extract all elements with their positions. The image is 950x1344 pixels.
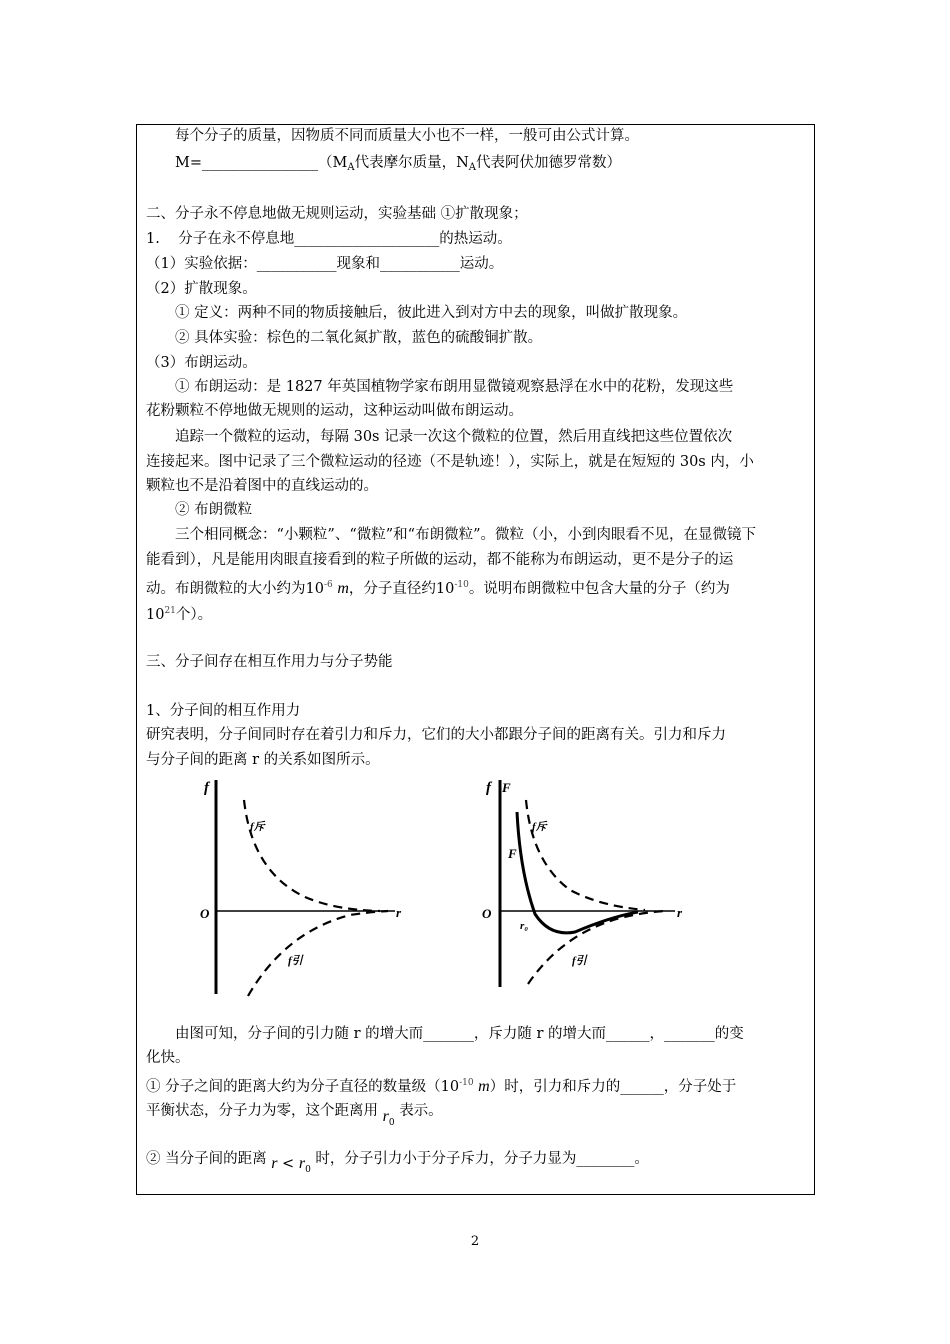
text-line: 三个相同概念：“小颗粒”、“微粒”和“布朗微粒”。微粒（小，小到肉眼看不见，在显微镜下: [175, 527, 756, 543]
text-line: 颗粒也不是沿着图中的直线运动的。: [146, 478, 378, 494]
right-y-label: f: [486, 780, 491, 796]
text-line: 化快。: [146, 1050, 190, 1066]
text-line: ① 分子之间的距离大约为分子直径的数量级（$10^{-10}$ m）时，引力和斥力的______，分子处于: [146, 1078, 737, 1095]
text-line: ② 具体实验：棕色的二氧化氮扩散，蓝色的硫酸铜扩散。: [175, 330, 543, 346]
right-repulsion-label: f斥: [532, 821, 547, 833]
text-line: ① 定义：两种不同的物质接触后，彼此进入到对方中去的现象，叫做扩散现象。: [175, 305, 688, 321]
section-heading: 三、分子间存在相互作用力与分子势能: [146, 654, 393, 670]
left-repulsion-curve: [244, 800, 380, 911]
left-x-label: r: [396, 905, 402, 920]
left-attraction-curve: [248, 911, 388, 996]
left-origin-label: O: [200, 906, 210, 921]
right-attraction-label: f引: [572, 955, 587, 967]
left-repulsion-label: f斥: [250, 821, 265, 833]
force-distance-figure: [190, 772, 690, 1006]
formula-line: $M=\_\_\_\_\_\_\_\_\_\_\_\_\_\_\_\_(M_A$代表摩尔质量，$N_A$代表阿伏加德罗常数）: [175, 155, 621, 173]
page-number: 2: [470, 1234, 480, 1249]
text-line: $10^{21}$个）。: [146, 606, 213, 623]
text-line: 连接起来。图中记录了三个微粒运动的径迹（不是轨迹！），实际上，就是在短短的 30s 内，小: [146, 454, 754, 470]
r0-label: r₀: [520, 920, 529, 932]
text-line: 每个分子的质量，因物质不同而质量大小也不一样，一般可由公式计算。: [175, 128, 639, 144]
net-force-label: F: [508, 846, 517, 861]
left-attraction-label: f引: [288, 955, 303, 967]
left-y-label: f: [204, 780, 209, 796]
subsection-heading: 1、分子间的相互作用力: [146, 703, 301, 719]
right-y-label-2: F: [502, 780, 511, 795]
left-graph: [200, 780, 402, 996]
right-x-label: r: [677, 905, 683, 920]
text-line: 与分子间的距离 r 的关系如图所示。: [146, 752, 380, 768]
text-line: ① 布朗运动：是 1827 年英国植物学家布朗用显微镜观察悬浮在水中的花粉，发现这些: [175, 379, 734, 395]
text-line: 平衡状态，分子力为零，这个距离用 $r_0$ 表示。: [146, 1103, 443, 1128]
text-line: 能看到），凡是能用肉眼直接看到的粒子所做的运动，都不能称为布朗运动，更不是分子的运: [146, 552, 734, 568]
text-line: 动。布朗微粒的大小约为$10^{-6}$ m，分子直径约$10^{-10}$。说明布朗微粒中包含大量的分子（约为: [146, 580, 730, 597]
right-origin-label: O: [482, 906, 492, 921]
text-line: 1. 分子在永不停息地____________________的热运动。: [146, 231, 512, 247]
text-line: 花粉颗粒不停地做无规则的运动，这种运动叫做布朗运动。: [146, 403, 523, 419]
right-graph: [482, 780, 683, 987]
text-line: ② 布朗微粒: [175, 502, 253, 518]
force-distance-diagram: [190, 772, 690, 1002]
right-repulsion-curve: [526, 800, 645, 910]
text-line: 追踪一个微粒的运动，每隔 30s 记录一次这个微粒的位置，然后用直线把这些位置依次: [175, 429, 733, 445]
text-line: 由图可知，分子间的引力随 r 的增大而_______，斥力随 r 的增大而______，_______的变: [175, 1026, 744, 1042]
text-line: ② 当分子间的距离 $r < r_0$ 时，分子引力小于分子斥力，分子力显为________。: [146, 1151, 649, 1175]
text-line: 研究表明，分子间同时存在着引力和斥力，它们的大小都跟分子间的距离有关。引力和斥力: [146, 727, 726, 743]
text-line: （1）实验依据：___________现象和___________运动。: [146, 256, 504, 272]
text-line: （2）扩散现象。: [146, 281, 257, 297]
section-heading: 二、分子永不停息地做无规则运动，实验基础 ①扩散现象；: [146, 206, 528, 222]
text-line: （3）布朗运动。: [146, 355, 257, 371]
